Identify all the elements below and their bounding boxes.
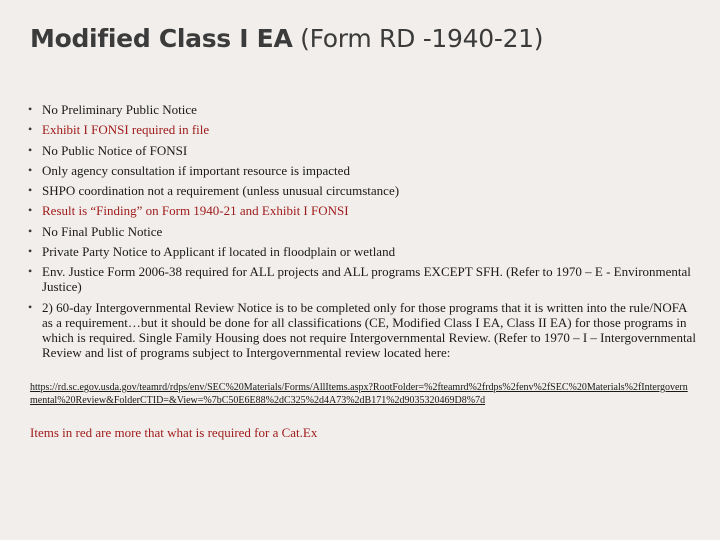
slide-title bbox=[30, 24, 690, 54]
slide-title-bold: Modified Class I EA bbox=[30, 24, 293, 53]
bullet-item bbox=[28, 264, 698, 294]
bullet-dot-icon: • bbox=[28, 122, 33, 137]
bullet-item bbox=[28, 122, 698, 137]
bullet-item bbox=[28, 244, 698, 259]
bullet-dot-icon: • bbox=[28, 102, 33, 116]
bullet-dot-icon: • bbox=[28, 142, 33, 157]
bullet-item bbox=[28, 300, 698, 360]
bullet-item bbox=[28, 102, 698, 117]
bullet-dot-icon: • bbox=[28, 162, 33, 177]
bullet-text: Only agency consultation if important resource is impacted bbox=[42, 162, 350, 178]
bullet-dot-icon: • bbox=[28, 299, 33, 314]
bullet-dot-icon: • bbox=[28, 223, 33, 238]
bullet-text: No Public Notice of FONSI bbox=[42, 142, 188, 158]
intergovernmental-review-link[interactable]: https://rd.sc.egov.usda.gov/teamrd/rdps/env/SEC%20Materials/Forms/AllItems.aspx?RootFolder=%2fteamrd%2frdps%2fenv%2fSEC%20Materials%2fIntergovernmental%20Review&FolderCTID=&View=%7bC50E6E88%2dC325%2d4A73%2dB171%2d9035320469D8%7d bbox=[30, 382, 688, 406]
bullet-text: Env. Justice Form 2006-38 required for ALL projects and ALL programs EXCEPT SFH. (Refer to 1970 – E - Environmental Justice) bbox=[42, 264, 691, 295]
bullet-item bbox=[28, 183, 698, 198]
bullet-item bbox=[28, 143, 698, 158]
bullet-text: 2) 60-day Intergovernmental Review Notice is to be completed only for those programs that it is written into the rule/NOFA as a requirement…but it should be done for all classifications (CE, Modified Class I EA, Class II EA) for those programs in which is required. Single Family Housing does not require Intergovernmental Review. (Refer to 1970 – I – Intergovernmental Review and list of programs subject to Intergovernmental review located here: bbox=[42, 299, 696, 360]
slide-title-form: (Form RD -1940-21) bbox=[292, 24, 544, 53]
bullet-list bbox=[28, 102, 698, 365]
bullet-text: Exhibit I FONSI required in file bbox=[42, 122, 210, 138]
bullet-item bbox=[28, 163, 698, 178]
bullet-dot-icon: • bbox=[28, 264, 33, 279]
bullet-item bbox=[28, 224, 698, 239]
bullet-dot-icon: • bbox=[28, 203, 33, 218]
bullet-text: SHPO coordination not a requirement (unless unusual circumstance) bbox=[42, 183, 400, 199]
bullet-text: Private Party Notice to Applicant if located in floodplain or wetland bbox=[42, 244, 396, 260]
bullet-dot-icon: • bbox=[28, 183, 33, 198]
bullet-text: No Preliminary Public Notice bbox=[42, 102, 197, 117]
bullet-item bbox=[28, 203, 698, 218]
bullet-text: Result is “Finding” on Form 1940-21 and Exhibit I FONSI bbox=[42, 203, 349, 219]
bullet-text: No Final Public Notice bbox=[42, 223, 163, 239]
bullet-dot-icon: • bbox=[28, 244, 33, 259]
red-items-note: Items in red are more that what is required for a Cat.Ex bbox=[30, 425, 318, 440]
